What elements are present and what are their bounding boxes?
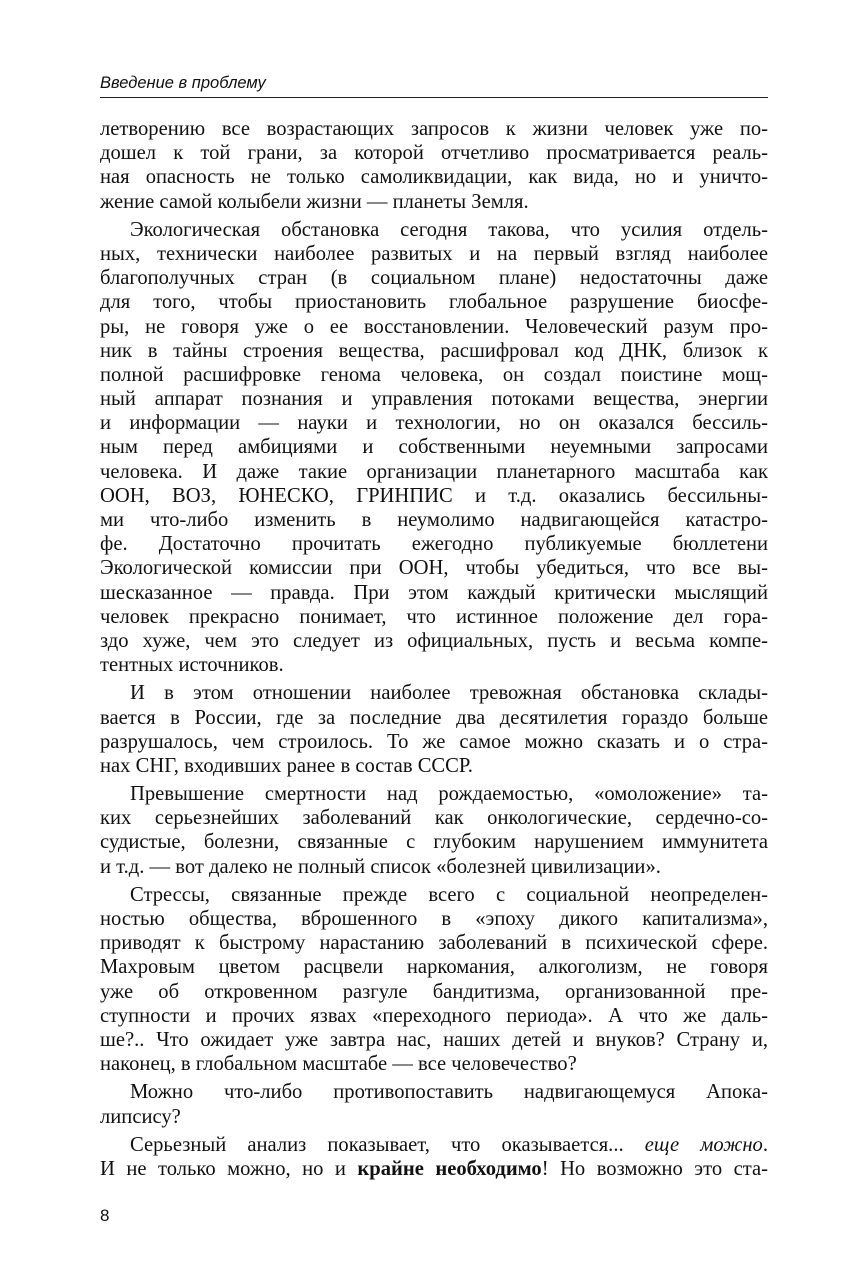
paragraph-5 [100,883,768,1077]
text-line: разрушалось, чем строилось. То же самое можно сказать и о стра- [100,730,768,753]
text-line: полной расшифровке генома человека, он создал поистине мощ- [100,363,768,386]
text-line: уже об откровенном разгуле бандитизма, организованной пре- [100,980,768,1003]
text-line: вается в России, где за последние два десятилетия гораздо больше [100,706,768,729]
paragraph-4 [100,782,768,879]
text-line: Экологической комиссии при ООН, чтобы убедиться, что все вы- [100,557,768,580]
text-line: И в этом отношении наиболее тревожная обстановка склады- [130,682,768,705]
text-line: ная опасность не только самоликвидации, как вида, но и уничто- [100,166,768,189]
text-line: шесказанное — правда. При этом каждый критически мыслящий [100,581,768,604]
text-line: наконец, в глобальном масштабе — все человечество? [100,1053,577,1076]
text-line: ми что-либо изменить в неумолимо надвигающейся катастро- [100,509,768,531]
paragraph-1 [100,117,768,214]
emphasis-text: еще можно [644,1133,763,1156]
bold-text: крайне необходимо [357,1157,542,1180]
text-line: Махровым цветом расцвели наркомания, алкоголизм, не говоря [100,956,768,979]
page-number: 8 [100,1206,110,1225]
text-line: человек прекрасно понимает, что истинное положение дел гора- [100,605,768,628]
text-line: приводят к быстрому нарастанию заболеваний в психической сфере. [100,932,768,955]
text-line: Можно что-либо противопоставить надвигающемуся Апока- [130,1081,768,1104]
text-line: дошел к той грани, за которой отчетливо просматривается реаль- [100,142,768,165]
text-line: ных, технически наиболее развитых и на первый взгляд наиболее [100,242,768,265]
text-run: ! Но возможно это ста- [541,1157,768,1180]
text-line: и т.д. — вот далеко не полный список «болезней цивилизации». [100,855,661,878]
text-line: благополучных стран (в социальном плане) недостаточны даже [100,267,768,290]
text-line: жение самой колыбели жизни — планеты Земля. [100,190,529,213]
text-line: здо хуже, чем это следует из официальных, пусть и весьма компе- [100,629,768,652]
text-line: летворению все возрастающих запросов к жизни человек уже по- [100,118,768,140]
text-line: фе. Достаточно прочитать ежегодно публикуемые бюллетени [100,533,768,556]
text-line [100,1157,768,1181]
text-line: для того, чтобы приостановить глобальное разрушение биосфе- [100,291,768,314]
text-line: ООН, ВОЗ, ЮНЕСКО, ГРИНПИС и т.д. оказались бессильны- [100,484,768,507]
running-header-title: Введение в проблему [100,74,266,92]
text-line: липсису? [100,1105,181,1128]
text-run: Серьезный анализ показывает, что оказывается... [130,1133,645,1156]
paragraph-3 [100,681,768,778]
paragraph-6 [100,1080,768,1128]
text-run: . [762,1133,768,1156]
text-line: человека. И даже такие организации планетарного масштаба как [100,460,768,483]
text-line: ры, не говоря уже о ее восстановлении. Человеческий разум про- [100,315,768,338]
text-line: ких серьезнейших заболеваний как онкологические, сердечно-со- [100,807,768,830]
text-line: ступности и прочих язвах «переходного периода». А что же даль- [100,1004,768,1027]
page-body [100,117,768,1181]
text-line: Превышение смертности над рождаемостью, «омоложение» та- [130,783,768,806]
text-line: ный аппарат познания и управления потоками вещества, энергии [100,388,768,411]
text-line: ше?.. Что ожидает уже завтра нас, наших детей и внуков? Страну и, [100,1028,768,1051]
paragraph-2 [100,218,768,678]
text-line: ным перед амбициями и собственными неуемными запросами [100,436,768,459]
paragraph-7 [100,1133,768,1181]
text-line [100,1133,768,1157]
text-line: и информации — науки и технологии, но он оказался бессиль- [100,412,768,435]
text-line: Экологическая обстановка сегодня такова, что усилия отдель- [130,218,768,241]
text-line: ник в тайны строения вещества, расшифровал код ДНК, близок к [100,339,768,362]
running-header [100,71,768,98]
text-line: судистые, болезни, связанные с глубоким нарушением иммунитета [100,831,768,854]
text-line: нах СНГ, входивших ранее в состав СССР. [100,754,473,777]
text-line: Стрессы, связанные прежде всего с социальной неопределен- [130,883,768,906]
text-line: тентных источников. [100,654,284,677]
text-run: И не только можно, но и [100,1157,358,1180]
text-line: ностью общества, вброшенного в «эпоху дикого капитализма», [100,908,768,930]
